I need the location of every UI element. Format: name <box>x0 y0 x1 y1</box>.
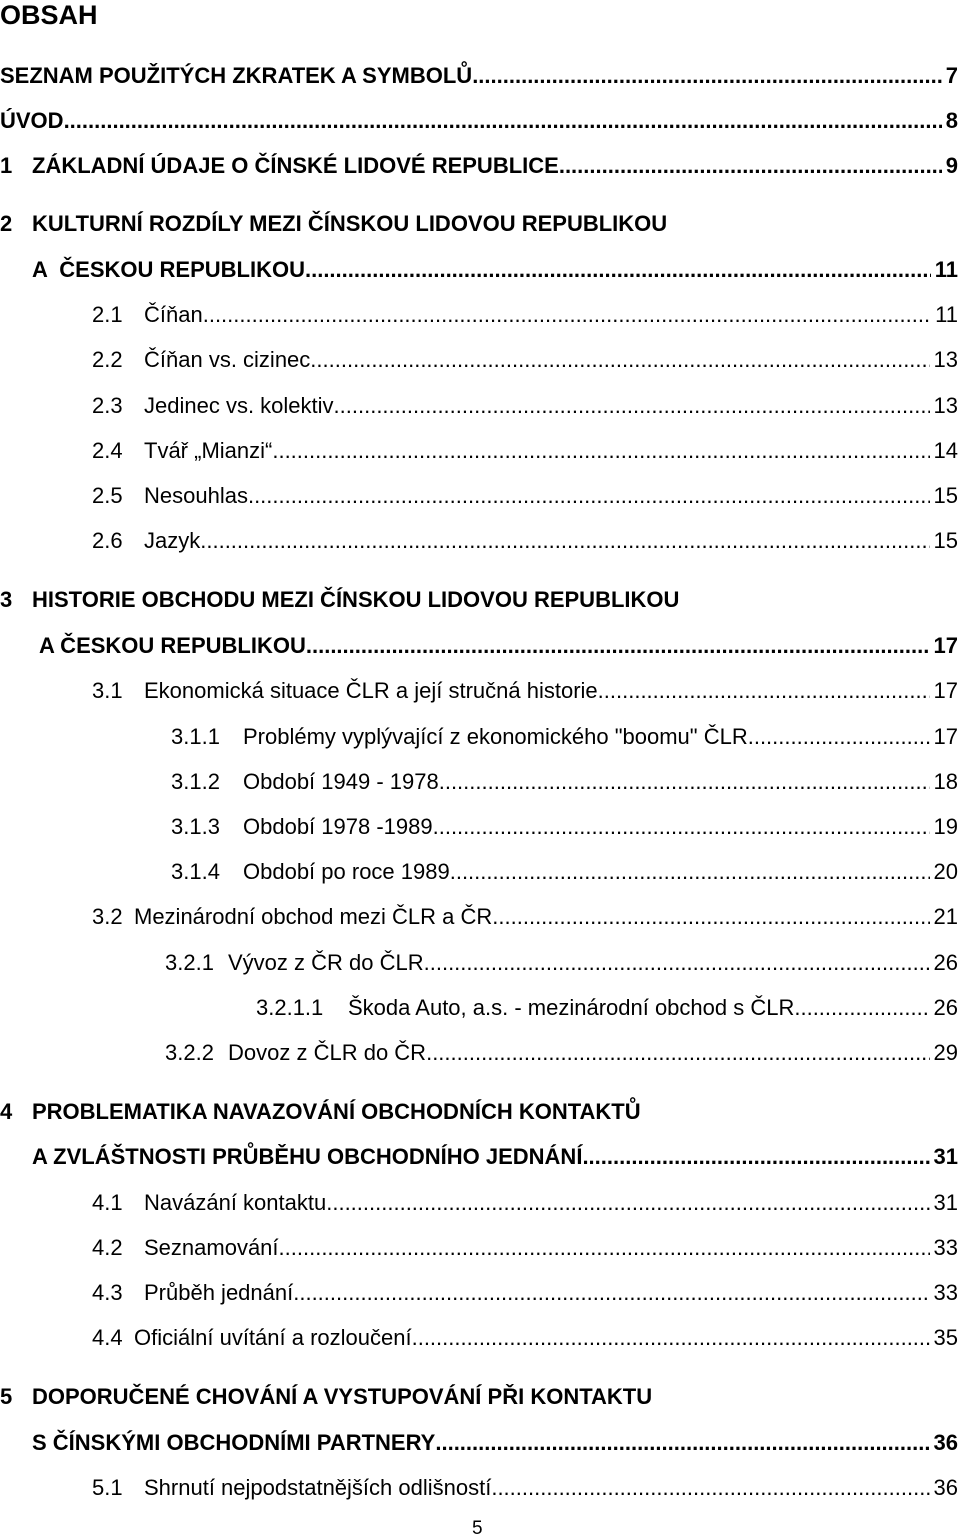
toc-entry-section-3-2-1-1[interactable] <box>256 991 958 1025</box>
toc-entry-page: 36 <box>933 1475 958 1500</box>
toc-entry-page: 11 <box>934 257 958 282</box>
toc-entry-chapter-3-line-1[interactable] <box>0 583 679 617</box>
toc-entry-section-2-5[interactable] <box>92 479 958 513</box>
toc-entry-title: Průběh jednání <box>144 1280 294 1305</box>
toc-entry-title: KULTURNÍ ROZDÍLY MEZI ČÍNSKOU LIDOVOU REPUBLIKOU <box>32 211 668 236</box>
toc-entry-page: 13 <box>933 347 958 372</box>
toc-entry-title: SEZNAM POUŽITÝCH ZKRATEK A SYMBOLŮ <box>0 63 473 88</box>
toc-entry-title: Dovoz z ČLR do ČR <box>228 1040 427 1065</box>
toc-entry-page: 33 <box>933 1280 958 1305</box>
toc-entry-page: 17 <box>933 724 958 749</box>
toc-entry-section-2-3[interactable] <box>92 389 958 423</box>
toc-entry-title: Období 1949 - 1978 <box>243 769 439 794</box>
toc-entry-title: PROBLEMATIKA NAVAZOVÁNÍ OBCHODNÍCH KONTAKTŮ <box>32 1099 641 1124</box>
page-number: 5 <box>472 1518 483 1539</box>
toc-entry-chapter-2-line-1[interactable] <box>0 207 667 241</box>
toc-entry-number: 3.2 <box>92 904 123 929</box>
toc-entry-number: 2.1 <box>92 302 123 327</box>
toc-entry-chapter-3-line-2[interactable] <box>39 629 958 663</box>
toc-entry-title: ÚVOD <box>0 108 64 133</box>
page-title: OBSAH <box>0 0 98 30</box>
toc-entry-title: Jazyk <box>144 528 201 553</box>
toc-entry-number: 3.2.2 <box>165 1040 214 1065</box>
toc-entry-number: 4.4 <box>92 1325 123 1350</box>
toc-entry-section-3-1-2[interactable] <box>171 765 958 799</box>
toc-entry-number: 4 <box>0 1099 13 1124</box>
toc-entry-number: 3.2.1 <box>165 950 214 975</box>
toc-entry-page: 31 <box>933 1190 958 1215</box>
toc-entry-number: 3.1.3 <box>171 814 220 839</box>
toc-entry-chapter-4-line-2[interactable] <box>32 1140 958 1174</box>
toc-entry-abbreviations[interactable] <box>0 59 958 93</box>
toc-entry-title: DOPORUČENÉ CHOVÁNÍ A VYSTUPOVÁNÍ PŘI KONTAKTU <box>32 1384 653 1409</box>
toc-entry-title-continued: A ČESKOU REPUBLIKOU <box>32 257 305 282</box>
toc-entry-section-3-2[interactable] <box>92 900 958 934</box>
toc-entry-section-3-1-1[interactable] <box>171 720 958 754</box>
toc-entry-page: 18 <box>933 769 958 794</box>
toc-entry-page: 8 <box>945 108 958 133</box>
toc-entry-number: 3.1.4 <box>171 859 220 884</box>
toc-entry-section-4-2[interactable] <box>92 1231 958 1265</box>
toc-entry-page: 21 <box>933 904 958 929</box>
toc-entry-number: 3.1.2 <box>171 769 220 794</box>
toc-entry-section-3-1-4[interactable] <box>171 855 958 889</box>
toc-entry-title: Období 1978 -1989 <box>243 814 433 839</box>
toc-entry-page: 17 <box>933 678 958 703</box>
toc-entry-title: Jedinec vs. kolektiv <box>144 393 334 418</box>
toc-entry-introduction[interactable] <box>0 104 958 138</box>
toc-entry-chapter-2-line-2[interactable] <box>32 253 958 287</box>
toc-entry-section-2-1[interactable] <box>92 298 958 332</box>
toc-entry-section-2-4[interactable] <box>92 434 958 468</box>
toc-entry-title: Vývoz z ČR do ČLR <box>228 950 424 975</box>
toc-entry-number: 5.1 <box>92 1475 123 1500</box>
toc-entry-chapter-4-line-1[interactable] <box>0 1095 641 1129</box>
toc-entry-title: HISTORIE OBCHODU MEZI ČÍNSKOU LIDOVOU REPUBLIKOU <box>32 587 680 612</box>
toc-entry-page: 19 <box>933 814 958 839</box>
toc-entry-title: Navázání kontaktu <box>144 1190 327 1215</box>
toc-entry-page: 9 <box>945 153 958 178</box>
toc-entry-page: 29 <box>933 1040 958 1065</box>
toc-entry-page: 33 <box>933 1235 958 1260</box>
toc-entry-title: Škoda Auto, a.s. - mezinárodní obchod s ČLR <box>348 995 795 1020</box>
toc-entry-number: 2.3 <box>92 393 123 418</box>
toc-entry-page: 7 <box>945 63 958 88</box>
toc-entry-number: 2.2 <box>92 347 123 372</box>
toc-entry-title: Tvář „Mianzi“ <box>144 438 273 463</box>
toc-entry-number: 5 <box>0 1384 13 1409</box>
toc-entry-page: 35 <box>933 1325 958 1350</box>
toc-entry-number: 3 <box>0 587 13 612</box>
toc-entry-title: Číňan <box>144 302 203 327</box>
toc-entry-section-3-2-2[interactable] <box>165 1036 958 1070</box>
toc-entry-number: 1 <box>0 153 13 178</box>
toc-entry-title: Seznamování <box>144 1235 279 1260</box>
toc-entry-page: 17 <box>933 633 958 658</box>
toc-entry-title: ZÁKLADNÍ ÚDAJE O ČÍNSKÉ LIDOVÉ REPUBLICE <box>32 153 559 178</box>
toc-entry-title-continued: A ZVLÁŠTNOSTI PRŮBĚHU OBCHODNÍHO JEDNÁNÍ <box>32 1144 583 1169</box>
toc-entry-number: 4.2 <box>92 1235 123 1260</box>
toc-entry-section-2-2[interactable] <box>92 343 958 377</box>
toc-entry-number: 3.1.1 <box>171 724 220 749</box>
toc-entry-page: 15 <box>933 483 958 508</box>
toc-entry-page: 11 <box>935 302 958 327</box>
toc-entry-number: 2.4 <box>92 438 123 463</box>
toc-entry-number: 2.5 <box>92 483 123 508</box>
toc-entry-title: Problémy vyplývající z ekonomického "boomu" ČLR <box>243 724 748 749</box>
toc-entry-section-3-1-3[interactable] <box>171 810 958 844</box>
toc-entry-section-3-1[interactable] <box>92 674 958 708</box>
toc-entry-chapter-1[interactable] <box>0 149 958 183</box>
toc-entry-page: 20 <box>933 859 958 884</box>
toc-entry-number: 4.1 <box>92 1190 123 1215</box>
toc-entry-title: Mezinárodní obchod mezi ČLR a ČR <box>134 904 493 929</box>
toc-entry-number: 4.3 <box>92 1280 123 1305</box>
toc-entry-title: Číňan vs. cizinec <box>144 347 311 372</box>
toc-entry-page: 14 <box>933 438 958 463</box>
toc-entry-section-5-1[interactable] <box>92 1471 958 1505</box>
toc-entry-section-4-4[interactable] <box>92 1321 958 1355</box>
toc-entry-section-4-1[interactable] <box>92 1186 958 1220</box>
toc-entry-page: 26 <box>933 950 958 975</box>
toc-entry-page: 36 <box>933 1430 958 1455</box>
toc-entry-title: Ekonomická situace ČLR a její stručná historie <box>144 678 598 703</box>
toc-entry-number: 2.6 <box>92 528 123 553</box>
toc-entry-page: 31 <box>933 1144 958 1169</box>
toc-entry-number: 3.1 <box>92 678 123 703</box>
toc-entry-title: Shrnutí nejpodstatnějších odlišností <box>144 1475 492 1500</box>
toc-entry-title-continued: S ČÍNSKÝMI OBCHODNÍMI PARTNERY <box>32 1430 436 1455</box>
toc-entry-title: Nesouhlas <box>144 483 248 508</box>
toc-entry-chapter-5-line-2[interactable] <box>32 1426 958 1460</box>
toc-entry-title: Oficiální uvítání a rozloučení <box>134 1325 412 1350</box>
toc-entry-section-4-3[interactable] <box>92 1276 958 1310</box>
toc-entry-title: Období po roce 1989 <box>243 859 450 884</box>
toc-entry-section-3-2-1[interactable] <box>165 946 958 980</box>
toc-entry-number: 3.2.1.1 <box>256 995 324 1020</box>
toc-entry-number: 2 <box>0 211 13 236</box>
toc-entry-title-continued: A ČESKOU REPUBLIKOU <box>39 633 306 658</box>
toc-entry-section-2-6[interactable] <box>92 524 958 558</box>
toc-entry-page: 13 <box>933 393 958 418</box>
toc-entry-chapter-5-line-1[interactable] <box>0 1380 652 1414</box>
toc-entry-page: 26 <box>933 995 958 1020</box>
toc-entry-page: 15 <box>933 528 958 553</box>
